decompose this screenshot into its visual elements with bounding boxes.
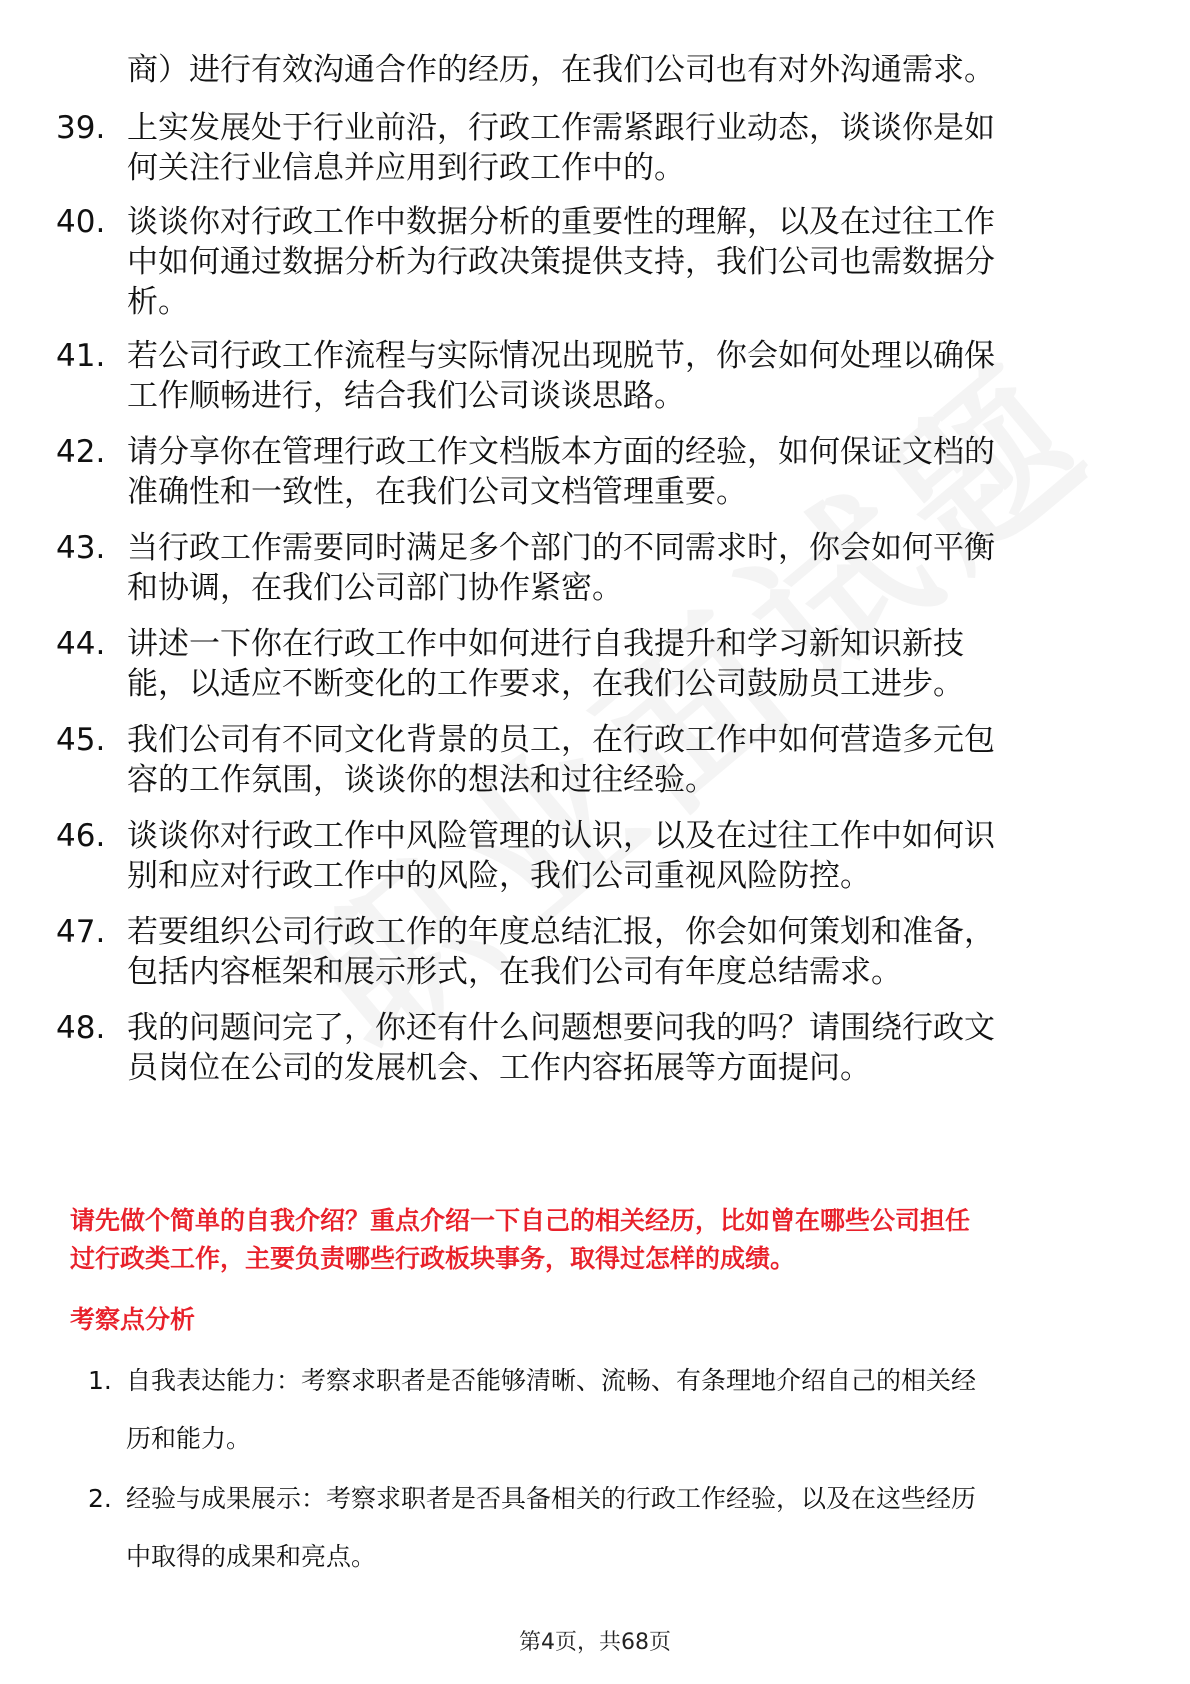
question-line: 谈谈你对行政工作中数据分析的重要性的理解，以及在过往工作 <box>127 204 995 240</box>
question-text <box>127 202 1127 322</box>
question-line: 员岗位在公司的发展机会、工作内容拓展等方面提问。 <box>127 1050 871 1086</box>
question-number: 43. <box>56 530 106 566</box>
continuation-line: 商）进行有效沟通合作的经历，在我们公司也有对外沟通需求。 <box>127 52 995 88</box>
question-line: 我的问题问完了，你还有什么问题想要问我的吗？请围绕行政文 <box>127 1010 995 1046</box>
question-number: 46. <box>56 818 106 854</box>
question-number: 47. <box>56 914 106 950</box>
analysis-line: 经验与成果展示：考察求职者是否具备相关的行政工作经验，以及在这些经历 <box>126 1484 977 1513</box>
highlight-line: 请先做个简单的自我介绍？重点介绍一下自己的相关经历，比如曾在哪些公司担任 <box>70 1206 971 1235</box>
question-line: 上实发展处于行业前沿，行政工作需紧跟行业动态，谈谈你是如 <box>127 110 995 146</box>
question-text <box>127 912 1127 992</box>
question-text <box>127 624 1127 704</box>
question-number: 39. <box>56 110 106 146</box>
question-line: 谈谈你对行政工作中风险管理的认识，以及在过往工作中如何识 <box>127 818 995 854</box>
analysis-point-text <box>126 1470 1126 1586</box>
highlight-question <box>70 1202 1130 1278</box>
question-number: 48. <box>56 1010 106 1046</box>
question-line: 和协调，在我们公司部门协作紧密。 <box>127 570 623 606</box>
question-line: 能，以适应不断变化的工作要求，在我们公司鼓励员工进步。 <box>127 666 964 702</box>
analysis-point-number: 2. <box>88 1484 112 1513</box>
analysis-line: 中取得的成果和亮点。 <box>126 1542 377 1571</box>
question-line: 我们公司有不同文化背景的员工，在行政工作中如何营造多元包 <box>127 722 995 758</box>
question-line: 工作顺畅进行，结合我们公司谈谈思路。 <box>127 378 685 414</box>
analysis-point-text <box>126 1352 1126 1468</box>
analysis-title: 考察点分析 <box>70 1305 196 1334</box>
question-number: 42. <box>56 434 106 470</box>
question-line: 别和应对行政工作中的风险，我们公司重视风险防控。 <box>127 858 871 894</box>
analysis-line: 历和能力。 <box>126 1424 252 1453</box>
question-text <box>127 528 1127 608</box>
question-line: 包括内容框架和展示形式，在我们公司有年度总结需求。 <box>127 954 902 990</box>
question-number: 45. <box>56 722 106 758</box>
question-text <box>127 108 1127 188</box>
question-line: 准确性和一致性，在我们公司文档管理重要。 <box>127 474 747 510</box>
question-line: 容的工作氛围，谈谈你的想法和过往经验。 <box>127 762 716 798</box>
question-line: 析。 <box>127 284 189 320</box>
question-line: 中如何通过数据分析为行政决策提供支持，我们公司也需数据分 <box>127 244 995 280</box>
question-line: 请分享你在管理行政工作文档版本方面的经验，如何保证文档的 <box>127 434 995 470</box>
question-line: 若要组织公司行政工作的年度总结汇报，你会如何策划和准备， <box>127 914 995 950</box>
question-line: 当行政工作需要同时满足多个部门的不同需求时，你会如何平衡 <box>127 530 995 566</box>
question-text <box>127 720 1127 800</box>
question-line: 何关注行业信息并应用到行政工作中的。 <box>127 150 685 186</box>
analysis-point-number: 1. <box>88 1366 112 1395</box>
question-number: 40. <box>56 204 106 240</box>
question-text <box>127 432 1127 512</box>
question-line: 讲述一下你在行政工作中如何进行自我提升和学习新知识新技 <box>127 626 964 662</box>
analysis-line: 自我表达能力：考察求职者是否能够清晰、流畅、有条理地介绍自己的相关经 <box>126 1366 977 1395</box>
question-line: 若公司行政工作流程与实际情况出现脱节，你会如何处理以确保 <box>127 338 995 374</box>
page-number: 第4页，共68页 <box>519 1630 671 1655</box>
question-text <box>127 1008 1127 1088</box>
question-number: 44. <box>56 626 106 662</box>
question-number: 41. <box>56 338 106 374</box>
question-text <box>127 336 1127 416</box>
highlight-line: 过行政类工作，主要负责哪些行政板块事务，取得过怎样的成绩。 <box>70 1244 796 1273</box>
question-text <box>127 816 1127 896</box>
